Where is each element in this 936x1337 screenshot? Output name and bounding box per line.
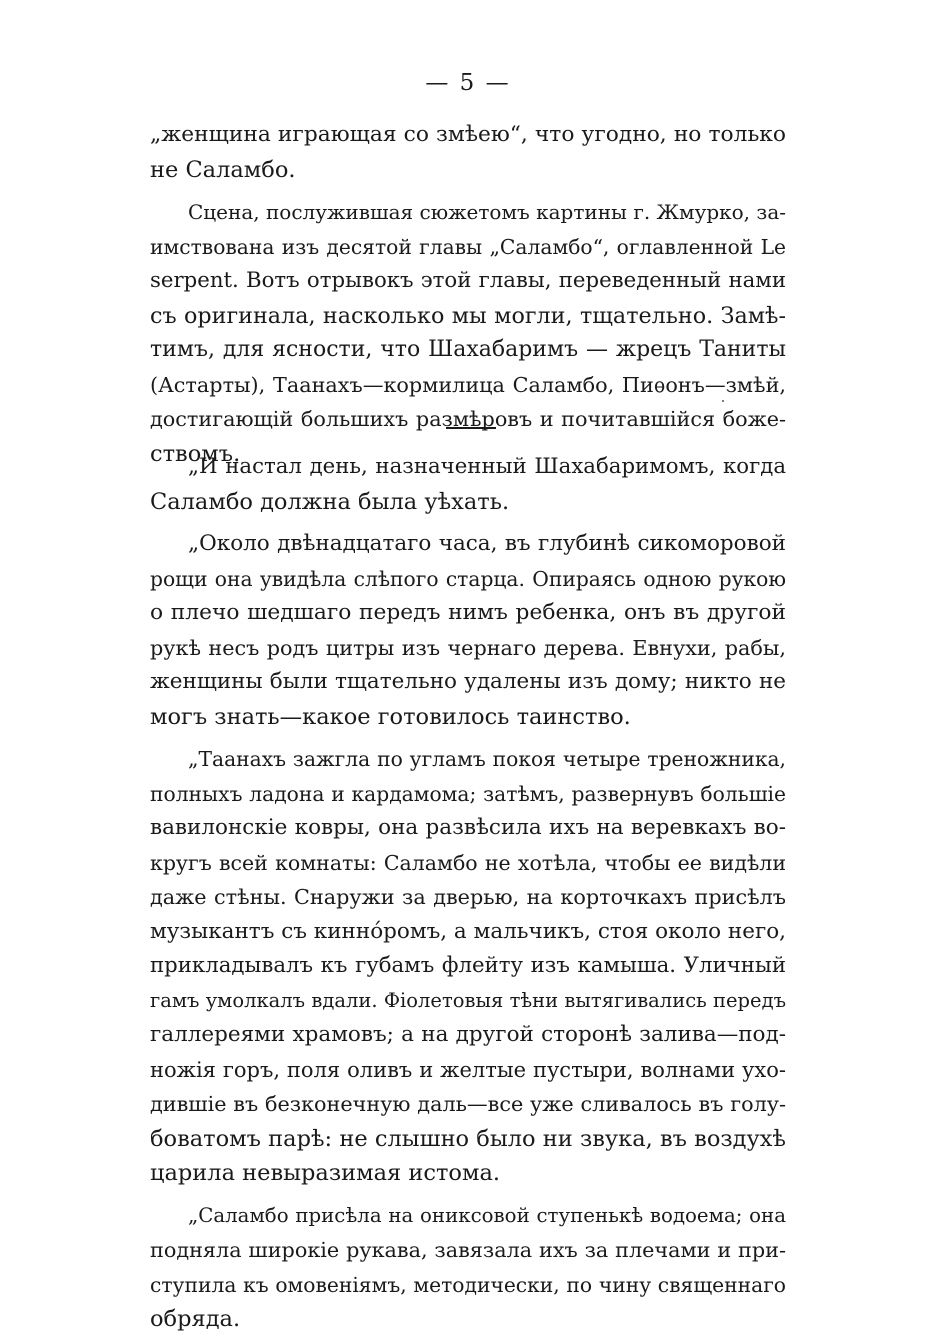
text-line: кругъ всей комнаты: Саламбо не хотѣла, чтобы ее видѣли <box>150 850 786 875</box>
paragraph <box>150 742 786 1191</box>
text-line: „женщина играющая со змѣею“, что угодно, но только <box>150 122 786 147</box>
text-line: Саламбо должна была уѣхать. <box>150 488 510 515</box>
paragraph <box>150 1199 786 1337</box>
text-line: съ оригинала, насколько мы могли, тщательно. Замѣ- <box>150 302 786 329</box>
text-line: дившіе въ безконечную даль—все уже сливалось въ голу- <box>150 1092 786 1116</box>
paragraph <box>150 118 786 187</box>
text-line: музыкантъ съ киннóромъ, а мальчикъ, стоя около него, <box>150 918 786 944</box>
print-speck <box>722 400 724 402</box>
text-line: „И настал день, назначенный Шахабаримомъ, когда <box>188 454 786 479</box>
text-line: прикладывалъ къ губамъ флейту изъ камыша. Уличный <box>150 953 786 978</box>
text-line: „Таанахъ зажгла по угламъ покоя четыре треножника, <box>188 747 786 771</box>
text-line: ножія горъ, поля оливъ и желтые пустыри, волнами ухо- <box>150 1057 786 1082</box>
text-line: „Около двѣнадцатаго часа, въ глубинѣ сикоморовой <box>188 531 786 556</box>
text-line: гамъ умолкалъ вдали. Фіолетовыя тѣни вытягивались передъ <box>150 988 786 1012</box>
text-line: тимъ, для ясности, что Шахабаримъ — жрецъ Таниты <box>150 337 786 362</box>
text-line: рукѣ несъ родъ цитры изъ чернаго дерева. Евнухи, рабы, <box>150 635 786 660</box>
text-line: имствована изъ десятой главы „Саламбо“, оглавленной Le <box>150 234 786 259</box>
text-line: ступила къ омовеніямъ, методически, по чину священнаго <box>150 1272 786 1297</box>
text-line: serpent. Вотъ отрывокъ этой главы, переведенный нами <box>150 268 786 293</box>
text-line: боватомъ парѣ: не слышно было ни звука, въ воздухѣ <box>150 1125 786 1152</box>
text-line: не Саламбо. <box>150 156 296 183</box>
paragraph <box>150 450 786 519</box>
text-line: галлереями храмовъ; а на другой сторонѣ залива—под- <box>150 1022 786 1047</box>
text-line: даже стѣны. Снаружи за дверью, на корточкахъ присѣлъ <box>150 885 786 909</box>
text-line: о плечо шедшаго передъ нимъ ребенка, онъ въ другой <box>150 600 786 625</box>
text-line: достигающій большихъ размѣровъ и почитавшійся боже- <box>150 407 786 431</box>
text-line: рощи она увидѣла слѣпого старца. Опираясь одною рукою <box>150 566 786 591</box>
text-line: Сцена, послужившая сюжетомъ картины г. Жмурко, за- <box>188 200 786 224</box>
paragraph <box>150 527 786 734</box>
text-line: могъ знать—какое готовилось таинство. <box>150 703 631 730</box>
text-line: подняла широкіе рукава, завязала ихъ за плечами и при- <box>150 1238 786 1262</box>
intro-text-block <box>150 118 786 471</box>
text-line: обряда. <box>150 1306 241 1332</box>
text-line: полныхъ ладона и кардамома; затѣмъ, развернувъ большіе <box>150 781 786 806</box>
section-separator <box>446 427 496 429</box>
quoted-text-block <box>150 450 786 1337</box>
text-line: „Саламбо присѣла на ониксовой ступенькѣ водоема; она <box>188 1203 786 1227</box>
text-line: вавилонскіе ковры, она развѣсила ихъ на веревкахъ во- <box>150 815 786 840</box>
page-number: — 5 — <box>425 70 511 96</box>
text-line: женщины были тщательно удалены изъ дому; никто не <box>150 669 786 694</box>
text-line: ствомъ. <box>150 440 241 467</box>
paragraph <box>150 195 786 471</box>
text-line: (Астарты), Таанахъ—кормилица Саламбо, Пиѳонъ—змѣй, <box>150 372 786 397</box>
text-line: царила невыразимая истома. <box>150 1160 501 1186</box>
